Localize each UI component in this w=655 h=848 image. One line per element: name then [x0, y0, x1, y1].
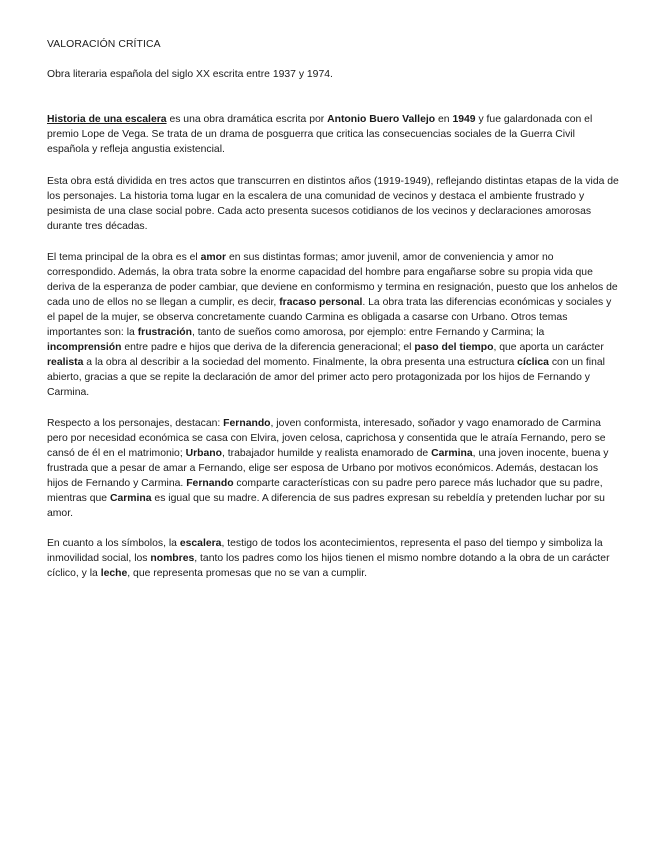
character-name: Carmina — [109, 493, 152, 504]
symbol-term: leche — [100, 568, 128, 579]
publication-year: 1949 — [452, 114, 476, 125]
character-name: Fernando — [186, 478, 234, 489]
paragraph-themes: El tema principal de la obra es el amor en sus distintas formas; amor juvenil, amor de conveniencia y amor no correspondido. Además, la obra trata sobre la enorme capacidad del hombre para engañarse sobre su propia vida que deriva de la esperanza de poder cambiar, que deviene en conformismo y termina en resignación, puesto que los anhelos de cada uno de ellos no se llegan a cumplir, es decir, fracaso personal. La obra trata las diferencias económicas y sociales y el papel de la mujer, se observa concretamente cuando Carmina es obligada a casarse con Urbano. Otros temas importantes son: la frustración, tanto de sueños como amorosa, por ejemplo: entre Fernando y Carmina; la incomprensión entre padre e hijos que deriva de la diferencia generacional; el paso del tiempo, que aporta un carácter realista a la obra al describir a la sociedad del momento. Finalmente, la obra presenta una estructura cíclica con un final abierto, gracias a que se repite la declaración de amor del primer acto pero protagonizada por los hijos de Fernando y Carmina. — [47, 252, 618, 398]
document-subtitle: Obra literaria española del siglo XX escrita entre 1937 y 1974. — [47, 69, 333, 80]
keyword: realista — [47, 357, 84, 368]
paragraph-introduction: Historia de una escalera es una obra dramática escrita por Antonio Buero Vallejo en 1949 y fue galardonada con el premio Lope de Vega. Se trata de un drama de posguerra que critica las consecuencias sociales de la Guerra Civil española y refleja angustia existencial. — [47, 114, 593, 155]
symbol-term: escalera — [179, 538, 222, 549]
document-heading: VALORACIÓN CRÍTICA — [47, 39, 161, 50]
author-name: Antonio Buero Vallejo — [327, 114, 436, 125]
paragraph-characters: Respecto a los personajes, destacan: Fernando, joven conformista, interesado, soñador y vago enamorado de Carmina pero por necesidad económica se casa con Elvira, joven celosa, caprichosa y consentida que le atraía Fernando, pero se cansó de él en el matrimonio; Urbano, trabajador humilde y realista enamorado de Carmina, una joven inocente, buena y frustrada que a pesar de amar a Fernando, elige ser esposa de Urbano por motivos económicos. Además, destacan los hijos de Fernando y Carmina. Fernando comparte características con su padre pero parece más luchador que su padre, mientras que Carmina es igual que su madre. A diferencia de sus padres expresan su rebeldía y pretenden luchar por su amor. — [47, 418, 609, 519]
work-title: Historia de una escalera — [47, 114, 167, 125]
paragraph-structure: Esta obra está dividida en tres actos que transcurren en distintos años (1919-1949), reflejando distintas etapas de la vida de los personajes. La historia toma lugar en la escalera de una comunidad de vecinos y destaca el ambiente frustrado y pesimista de una clase social pobre. Cada acto presenta sucesos cotidianos de los vecinos y declaraciones amorosas durante tres décadas. — [47, 176, 619, 232]
symbol-term: nombres — [150, 553, 195, 564]
keyword: frustración — [137, 327, 192, 338]
keyword: fracaso personal — [279, 297, 363, 308]
paragraph-symbols: En cuanto a los símbolos, la escalera, testigo de todos los acontecimientos, representa el paso del tiempo y simboliza la inmovilidad social, los nombres, tanto los padres como los hijos tienen el mismo nombre dotando a la obra de un carácter cíclico, y la leche, que representa promesas que no se van a cumplir. — [47, 538, 610, 579]
character-name: Urbano — [185, 448, 222, 459]
keyword: cíclica — [517, 357, 549, 368]
keyword: paso del tiempo — [414, 342, 494, 353]
keyword: amor — [200, 252, 227, 263]
character-name: Fernando — [223, 418, 271, 429]
keyword: incomprensión — [47, 342, 122, 353]
character-name: Carmina — [431, 448, 473, 459]
